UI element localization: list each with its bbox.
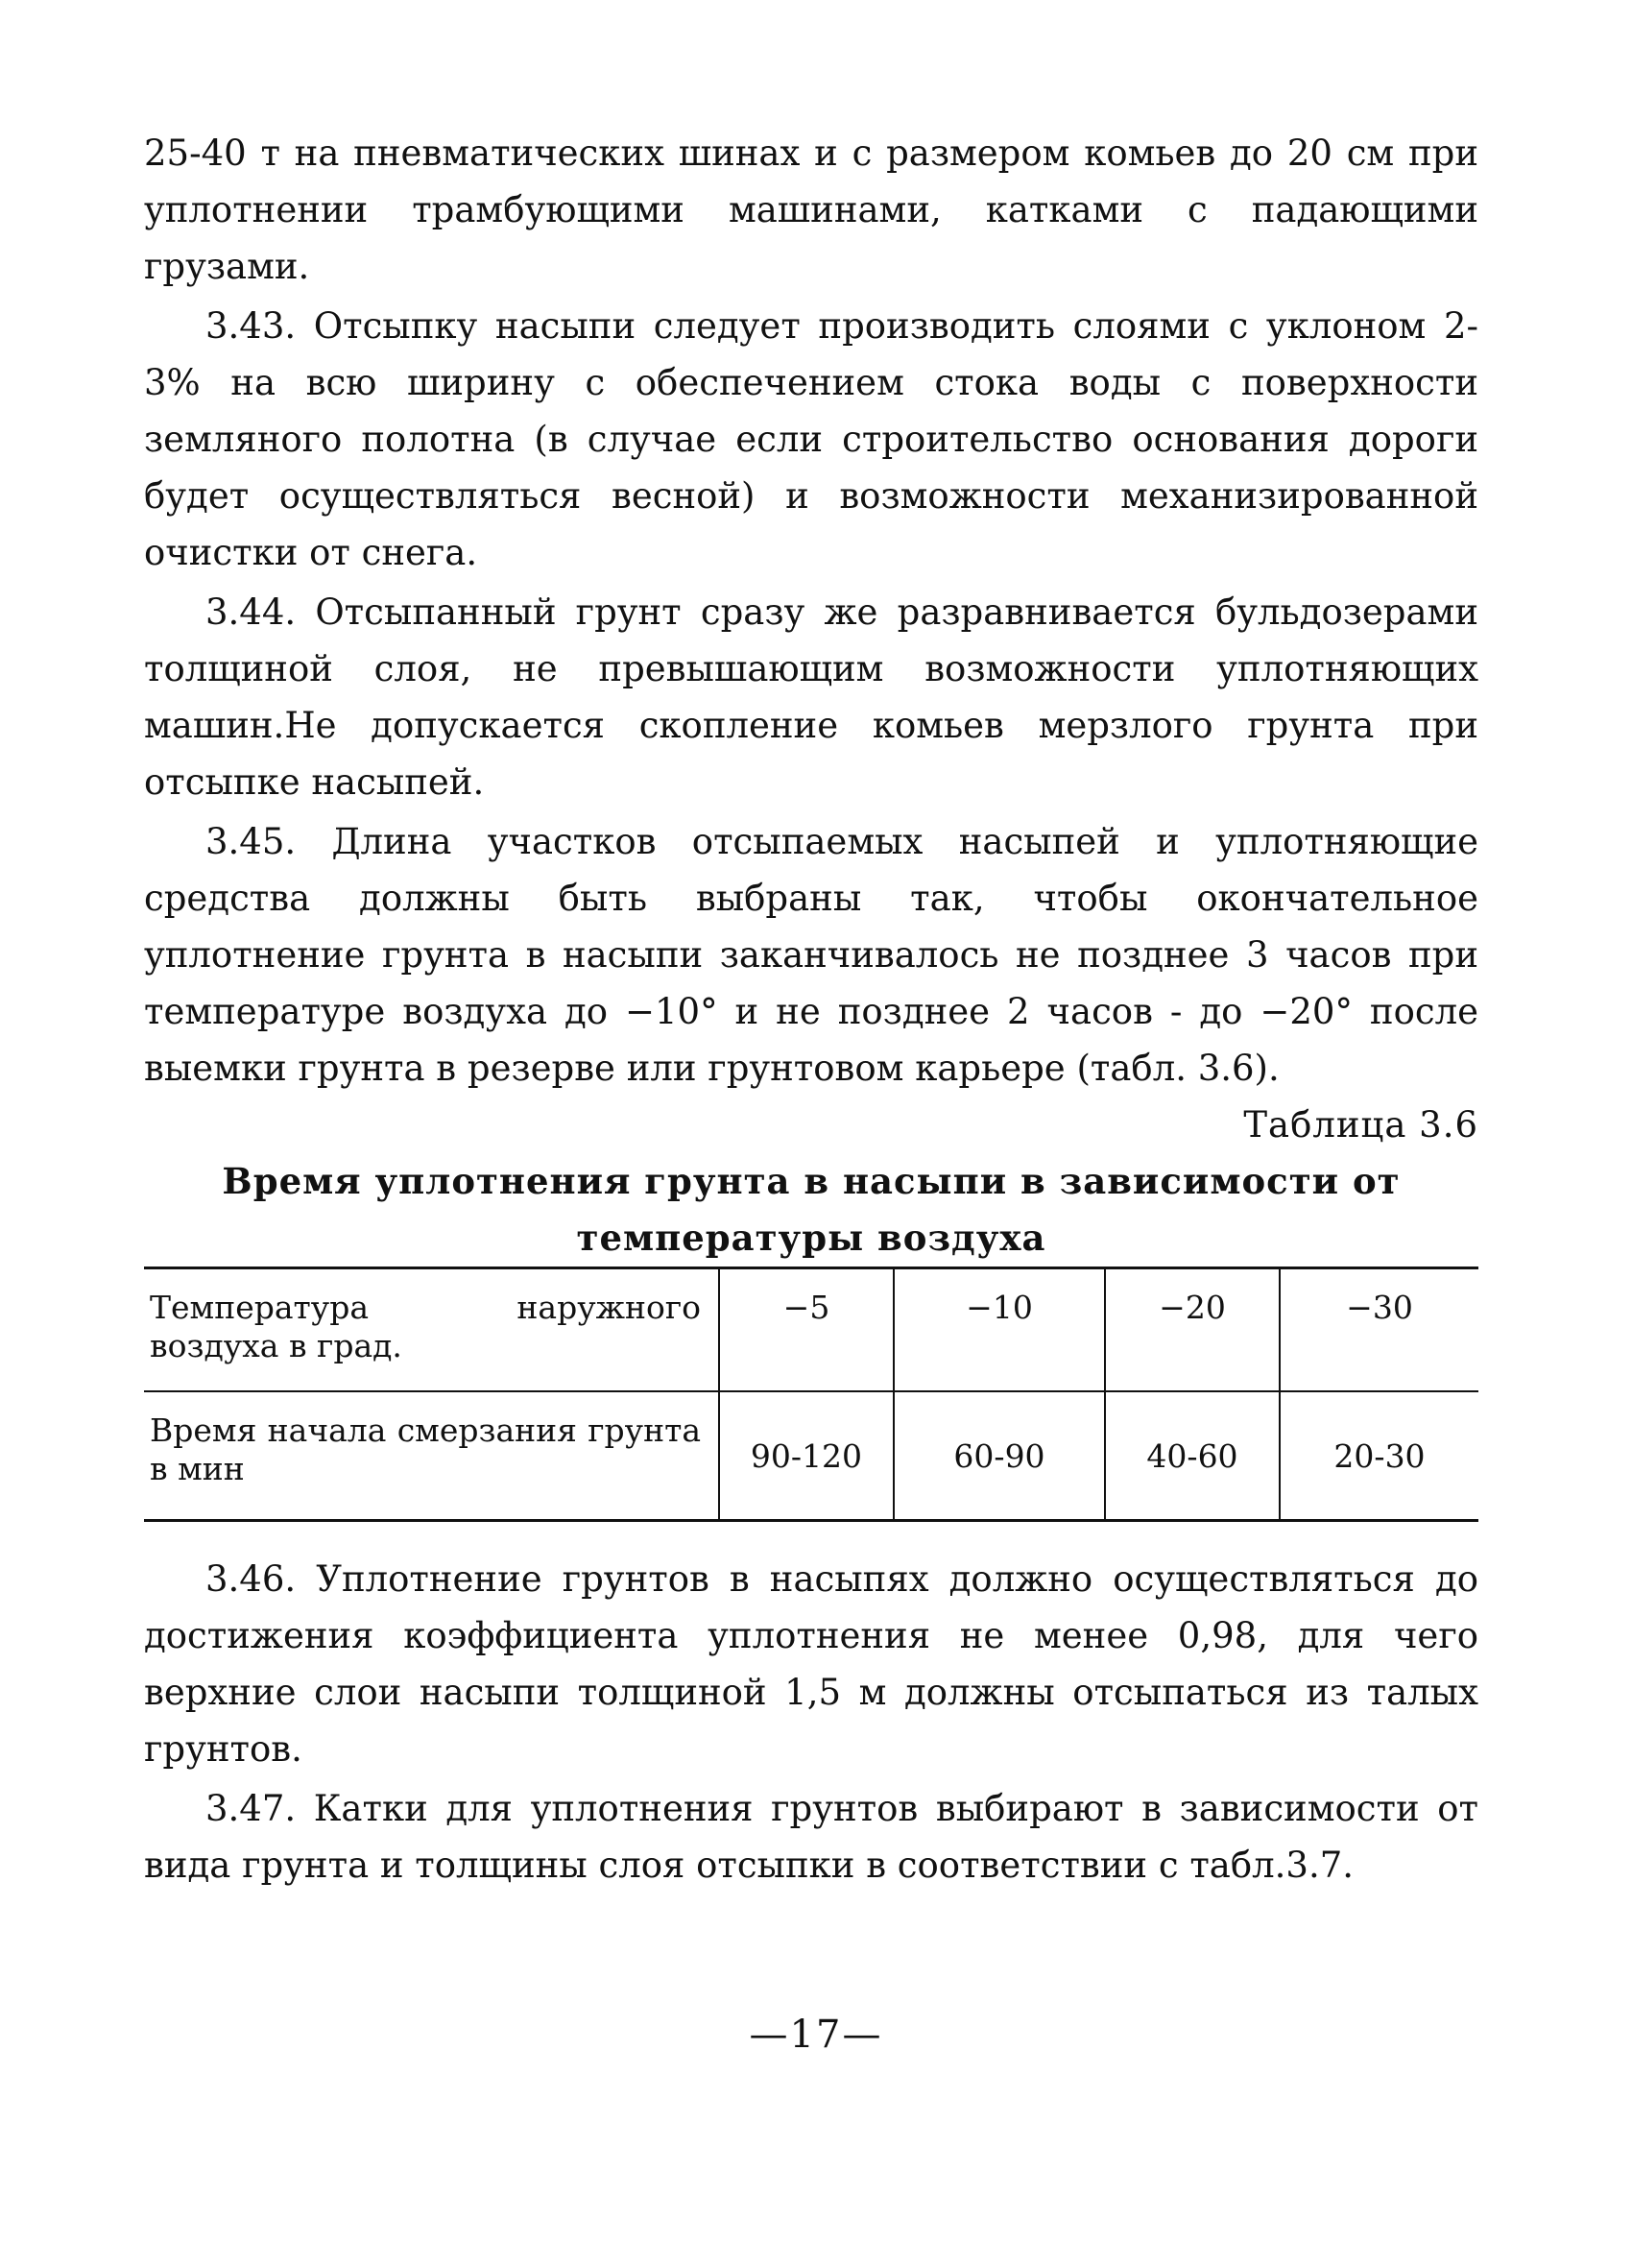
- table-cell: 60-90: [894, 1391, 1105, 1521]
- table-row: [144, 1268, 1478, 1392]
- paragraph-3-44: 3.44. Отсыпанный грунт сразу же разравнивается бульдозерами толщиной слоя, не превышающим возможности уплотняющих машин.Не допускается скопление комьев мерзлого грунта при отсыпке насыпей.: [144, 591, 1478, 803]
- table-cell: −20: [1105, 1268, 1280, 1392]
- table-cell: −5: [719, 1268, 894, 1392]
- after-table-section: [144, 1551, 1478, 1894]
- table-cell: 40-60: [1105, 1391, 1280, 1521]
- document-page: [144, 125, 1478, 1894]
- paragraph-3-45: 3.45. Длина участков отсыпаемых насыпей и уплотняющие средства должны быть выбраны так, чтобы окончательное уплотнение грунта в насыпи заканчивалось не позднее 3 часов при температуре воздуха до −10° и не позднее 2 часов - до −20° после выемки грунта в резерве или грунтовом карьере (табл. 3.6).: [144, 821, 1478, 1089]
- paragraph-3-46: 3.46. Уплотнение грунтов в насыпях должно осуществляться до достижения коэффициента уплотнения не менее 0,98, для чего верхние слои насыпи толщиной 1,5 м должны отсыпаться из талых грунтов.: [144, 1558, 1478, 1770]
- table-cell: 20-30: [1280, 1391, 1478, 1521]
- table-cell: 90-120: [719, 1391, 894, 1521]
- paragraph-3-43: 3.43. Отсыпку насыпи следует производить слоями с уклоном 2-3% на всю ширину с обеспечением стока воды с поверхности земляного полотна (в случае если строительство основания дороги будет осуществляться весной) и возможности механизированной очистки от снега.: [144, 305, 1478, 573]
- paragraph-3-47: 3.47. Катки для уплотнения грунтов выбирают в зависимости от вида грунта и толщины слоя отсыпки в соответствии с табл.3.7.: [144, 1788, 1478, 1886]
- page-number: —17—: [749, 2013, 883, 2057]
- table-row-label: Время начала смерзания грунта в мин: [144, 1391, 719, 1521]
- table-row: [144, 1391, 1478, 1521]
- paragraph-continuation: 25-40 т на пневматических шинах и с размером комьев до 20 см при уплотнении трамбующими машинами, катками с падающими грузами.: [144, 133, 1478, 287]
- temperature-table: [144, 1267, 1478, 1522]
- table-cell: −30: [1280, 1268, 1478, 1392]
- table-title-line-1: Время уплотнения грунта в насыпи в зависимости от: [222, 1160, 1401, 1202]
- table-row-label: Температура наружного воздуха в град.: [144, 1268, 719, 1392]
- table-title-line-2: температуры воздуха: [576, 1217, 1046, 1259]
- table-cell: −10: [894, 1268, 1105, 1392]
- table-number: Таблица 3.6: [1243, 1104, 1478, 1146]
